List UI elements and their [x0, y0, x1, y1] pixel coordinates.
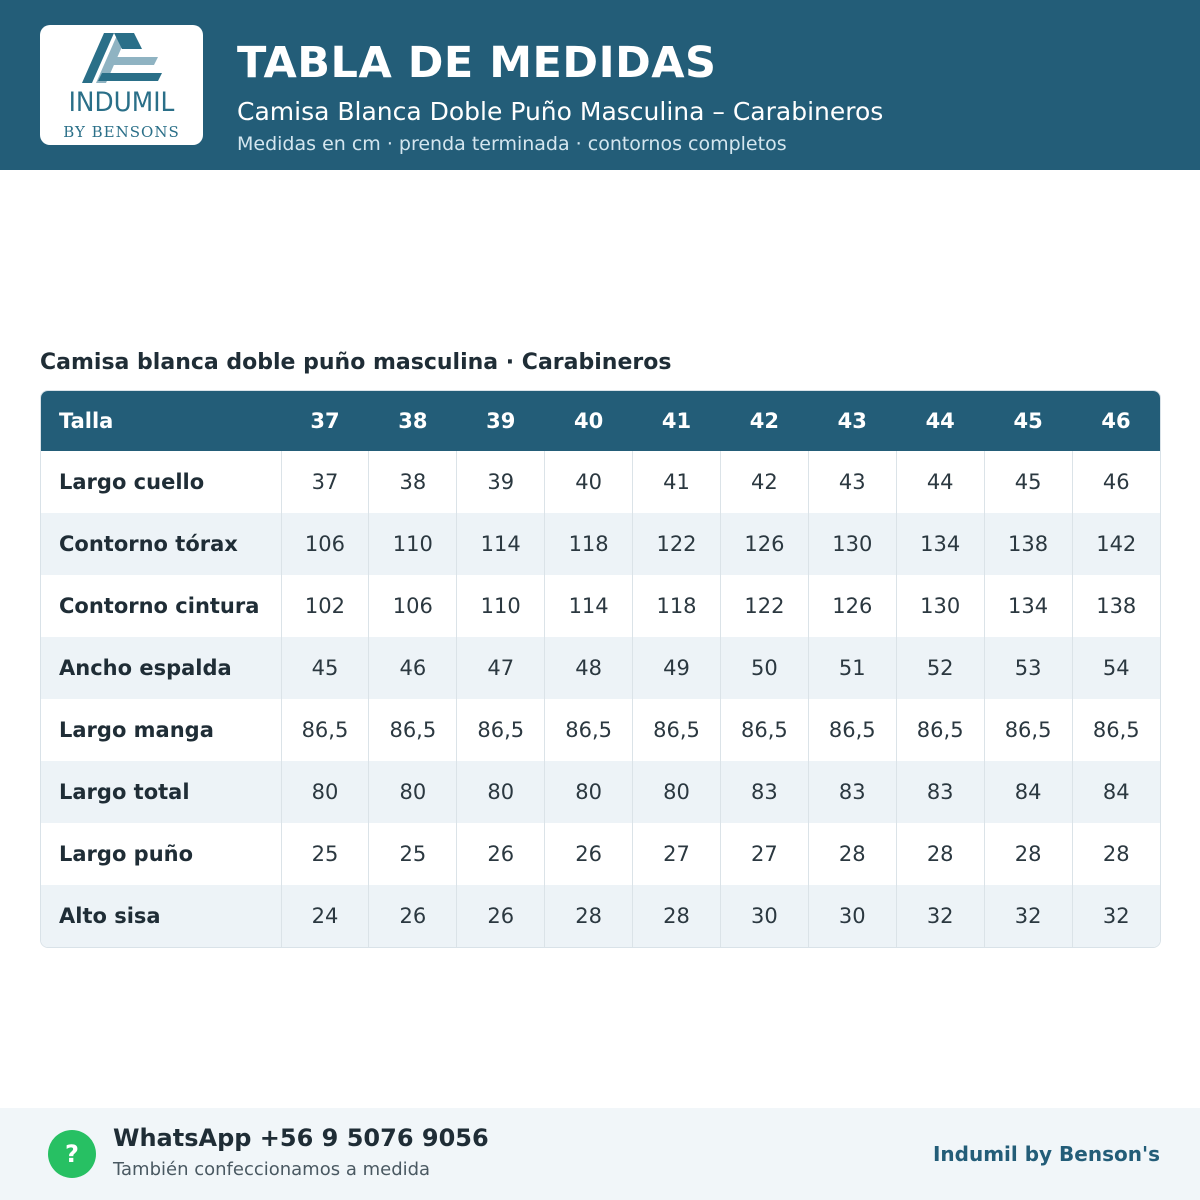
- table-cell: 86,5: [808, 699, 896, 761]
- table-cell: 86,5: [720, 699, 808, 761]
- table-cell: 30: [720, 885, 808, 947]
- table-cell: 122: [633, 513, 721, 575]
- table-cell: 84: [1072, 761, 1160, 823]
- page-subtitle: Camisa Blanca Doble Puño Masculina – Carabineros: [237, 97, 884, 126]
- logo: [40, 25, 203, 145]
- table-cell: 83: [720, 761, 808, 823]
- table-cell: 83: [808, 761, 896, 823]
- table-row: [41, 699, 1160, 761]
- table-cell: 54: [1072, 637, 1160, 699]
- table-cell: 86,5: [633, 699, 721, 761]
- table-cell: 26: [369, 885, 457, 947]
- table-cell: 86,5: [984, 699, 1072, 761]
- table-cell: 110: [369, 513, 457, 575]
- size-header: 43: [808, 391, 896, 451]
- table-cell: 32: [984, 885, 1072, 947]
- table-cell: 134: [896, 513, 984, 575]
- size-header: 38: [369, 391, 457, 451]
- table-cell: 114: [545, 575, 633, 637]
- logo-name: INDUMIL: [68, 87, 175, 118]
- measurement-note: Medidas en cm · prenda terminada · contornos completos: [237, 133, 787, 155]
- table-cell: 83: [896, 761, 984, 823]
- table-cell: 43: [808, 451, 896, 513]
- table-row: [41, 513, 1160, 575]
- table-cell: 126: [808, 575, 896, 637]
- size-header: 44: [896, 391, 984, 451]
- table-cell: 138: [1072, 575, 1160, 637]
- table-cell: 52: [896, 637, 984, 699]
- row-label: Contorno cintura: [41, 575, 281, 637]
- table-cell: 28: [808, 823, 896, 885]
- table-cell: 80: [369, 761, 457, 823]
- table-cell: 45: [984, 451, 1072, 513]
- size-table-container: [40, 390, 1161, 948]
- table-cell: 37: [281, 451, 369, 513]
- row-label: Ancho espalda: [41, 637, 281, 699]
- table-cell: 86,5: [896, 699, 984, 761]
- table-cell: 45: [281, 637, 369, 699]
- table-cell: 86,5: [369, 699, 457, 761]
- table-cell: 102: [281, 575, 369, 637]
- table-cell: 86,5: [281, 699, 369, 761]
- size-table: [41, 391, 1160, 947]
- row-label: Contorno tórax: [41, 513, 281, 575]
- table-cell: 39: [457, 451, 545, 513]
- size-header: 46: [1072, 391, 1160, 451]
- footer-brand: Indumil by Benson's: [932, 1142, 1160, 1166]
- table-cell: 47: [457, 637, 545, 699]
- header-label: Talla: [41, 391, 281, 451]
- table-cell: 130: [808, 513, 896, 575]
- table-cell: 114: [457, 513, 545, 575]
- row-label: Largo puño: [41, 823, 281, 885]
- table-cell: 27: [633, 823, 721, 885]
- table-cell: 118: [545, 513, 633, 575]
- table-cell: 138: [984, 513, 1072, 575]
- table-cell: 26: [457, 823, 545, 885]
- page-title: TABLA DE MEDIDAS: [237, 38, 717, 88]
- size-header: 40: [545, 391, 633, 451]
- table-cell: 27: [720, 823, 808, 885]
- table-cell: 53: [984, 637, 1072, 699]
- table-cell: 86,5: [545, 699, 633, 761]
- table-cell: 25: [281, 823, 369, 885]
- header-bar: [0, 0, 1200, 170]
- table-cell: 86,5: [1072, 699, 1160, 761]
- table-cell: 51: [808, 637, 896, 699]
- whatsapp-subtext: También confeccionamos a medida: [113, 1159, 431, 1180]
- logo-subtitle: BY BENSONS: [63, 123, 180, 141]
- table-cell: 130: [896, 575, 984, 637]
- row-label: Largo manga: [41, 699, 281, 761]
- footer-bar: [0, 1108, 1200, 1200]
- table-cell: 134: [984, 575, 1072, 637]
- table-cell: 38: [369, 451, 457, 513]
- table-cell: 26: [457, 885, 545, 947]
- table-cell: 24: [281, 885, 369, 947]
- table-row: [41, 885, 1160, 947]
- table-cell: 32: [1072, 885, 1160, 947]
- table-cell: 48: [545, 637, 633, 699]
- table-row: [41, 451, 1160, 513]
- table-row: [41, 823, 1160, 885]
- table-cell: 28: [545, 885, 633, 947]
- row-label: Largo total: [41, 761, 281, 823]
- table-cell: 32: [896, 885, 984, 947]
- table-cell: 30: [808, 885, 896, 947]
- table-cell: 106: [369, 575, 457, 637]
- size-header: 37: [281, 391, 369, 451]
- logo-mark-icon: [82, 29, 162, 87]
- table-cell: 50: [720, 637, 808, 699]
- table-cell: 84: [984, 761, 1072, 823]
- table-cell: 46: [369, 637, 457, 699]
- row-label: Largo cuello: [41, 451, 281, 513]
- size-header: 42: [720, 391, 808, 451]
- table-cell: 49: [633, 637, 721, 699]
- table-cell: 28: [633, 885, 721, 947]
- table-cell: 80: [633, 761, 721, 823]
- table-cell: 41: [633, 451, 721, 513]
- table-cell: 28: [984, 823, 1072, 885]
- table-row: [41, 637, 1160, 699]
- table-caption: Camisa blanca doble puño masculina · Carabineros: [40, 350, 672, 375]
- table-cell: 118: [633, 575, 721, 637]
- table-cell: 28: [896, 823, 984, 885]
- row-label: Alto sisa: [41, 885, 281, 947]
- table-cell: 40: [545, 451, 633, 513]
- table-cell: 110: [457, 575, 545, 637]
- table-cell: 28: [1072, 823, 1160, 885]
- size-header: 41: [633, 391, 721, 451]
- whatsapp-icon[interactable]: ?: [48, 1130, 96, 1178]
- whatsapp-contact[interactable]: WhatsApp +56 9 5076 9056: [113, 1124, 489, 1152]
- size-header: 45: [984, 391, 1072, 451]
- table-cell: 26: [545, 823, 633, 885]
- table-row: [41, 761, 1160, 823]
- table-cell: 80: [281, 761, 369, 823]
- table-cell: 80: [457, 761, 545, 823]
- size-header: 39: [457, 391, 545, 451]
- table-cell: 46: [1072, 451, 1160, 513]
- table-cell: 44: [896, 451, 984, 513]
- table-row: [41, 575, 1160, 637]
- table-cell: 86,5: [457, 699, 545, 761]
- table-cell: 42: [720, 451, 808, 513]
- table-header-row: [41, 391, 1160, 451]
- table-cell: 25: [369, 823, 457, 885]
- table-cell: 106: [281, 513, 369, 575]
- table-cell: 80: [545, 761, 633, 823]
- table-cell: 122: [720, 575, 808, 637]
- table-cell: 126: [720, 513, 808, 575]
- table-cell: 142: [1072, 513, 1160, 575]
